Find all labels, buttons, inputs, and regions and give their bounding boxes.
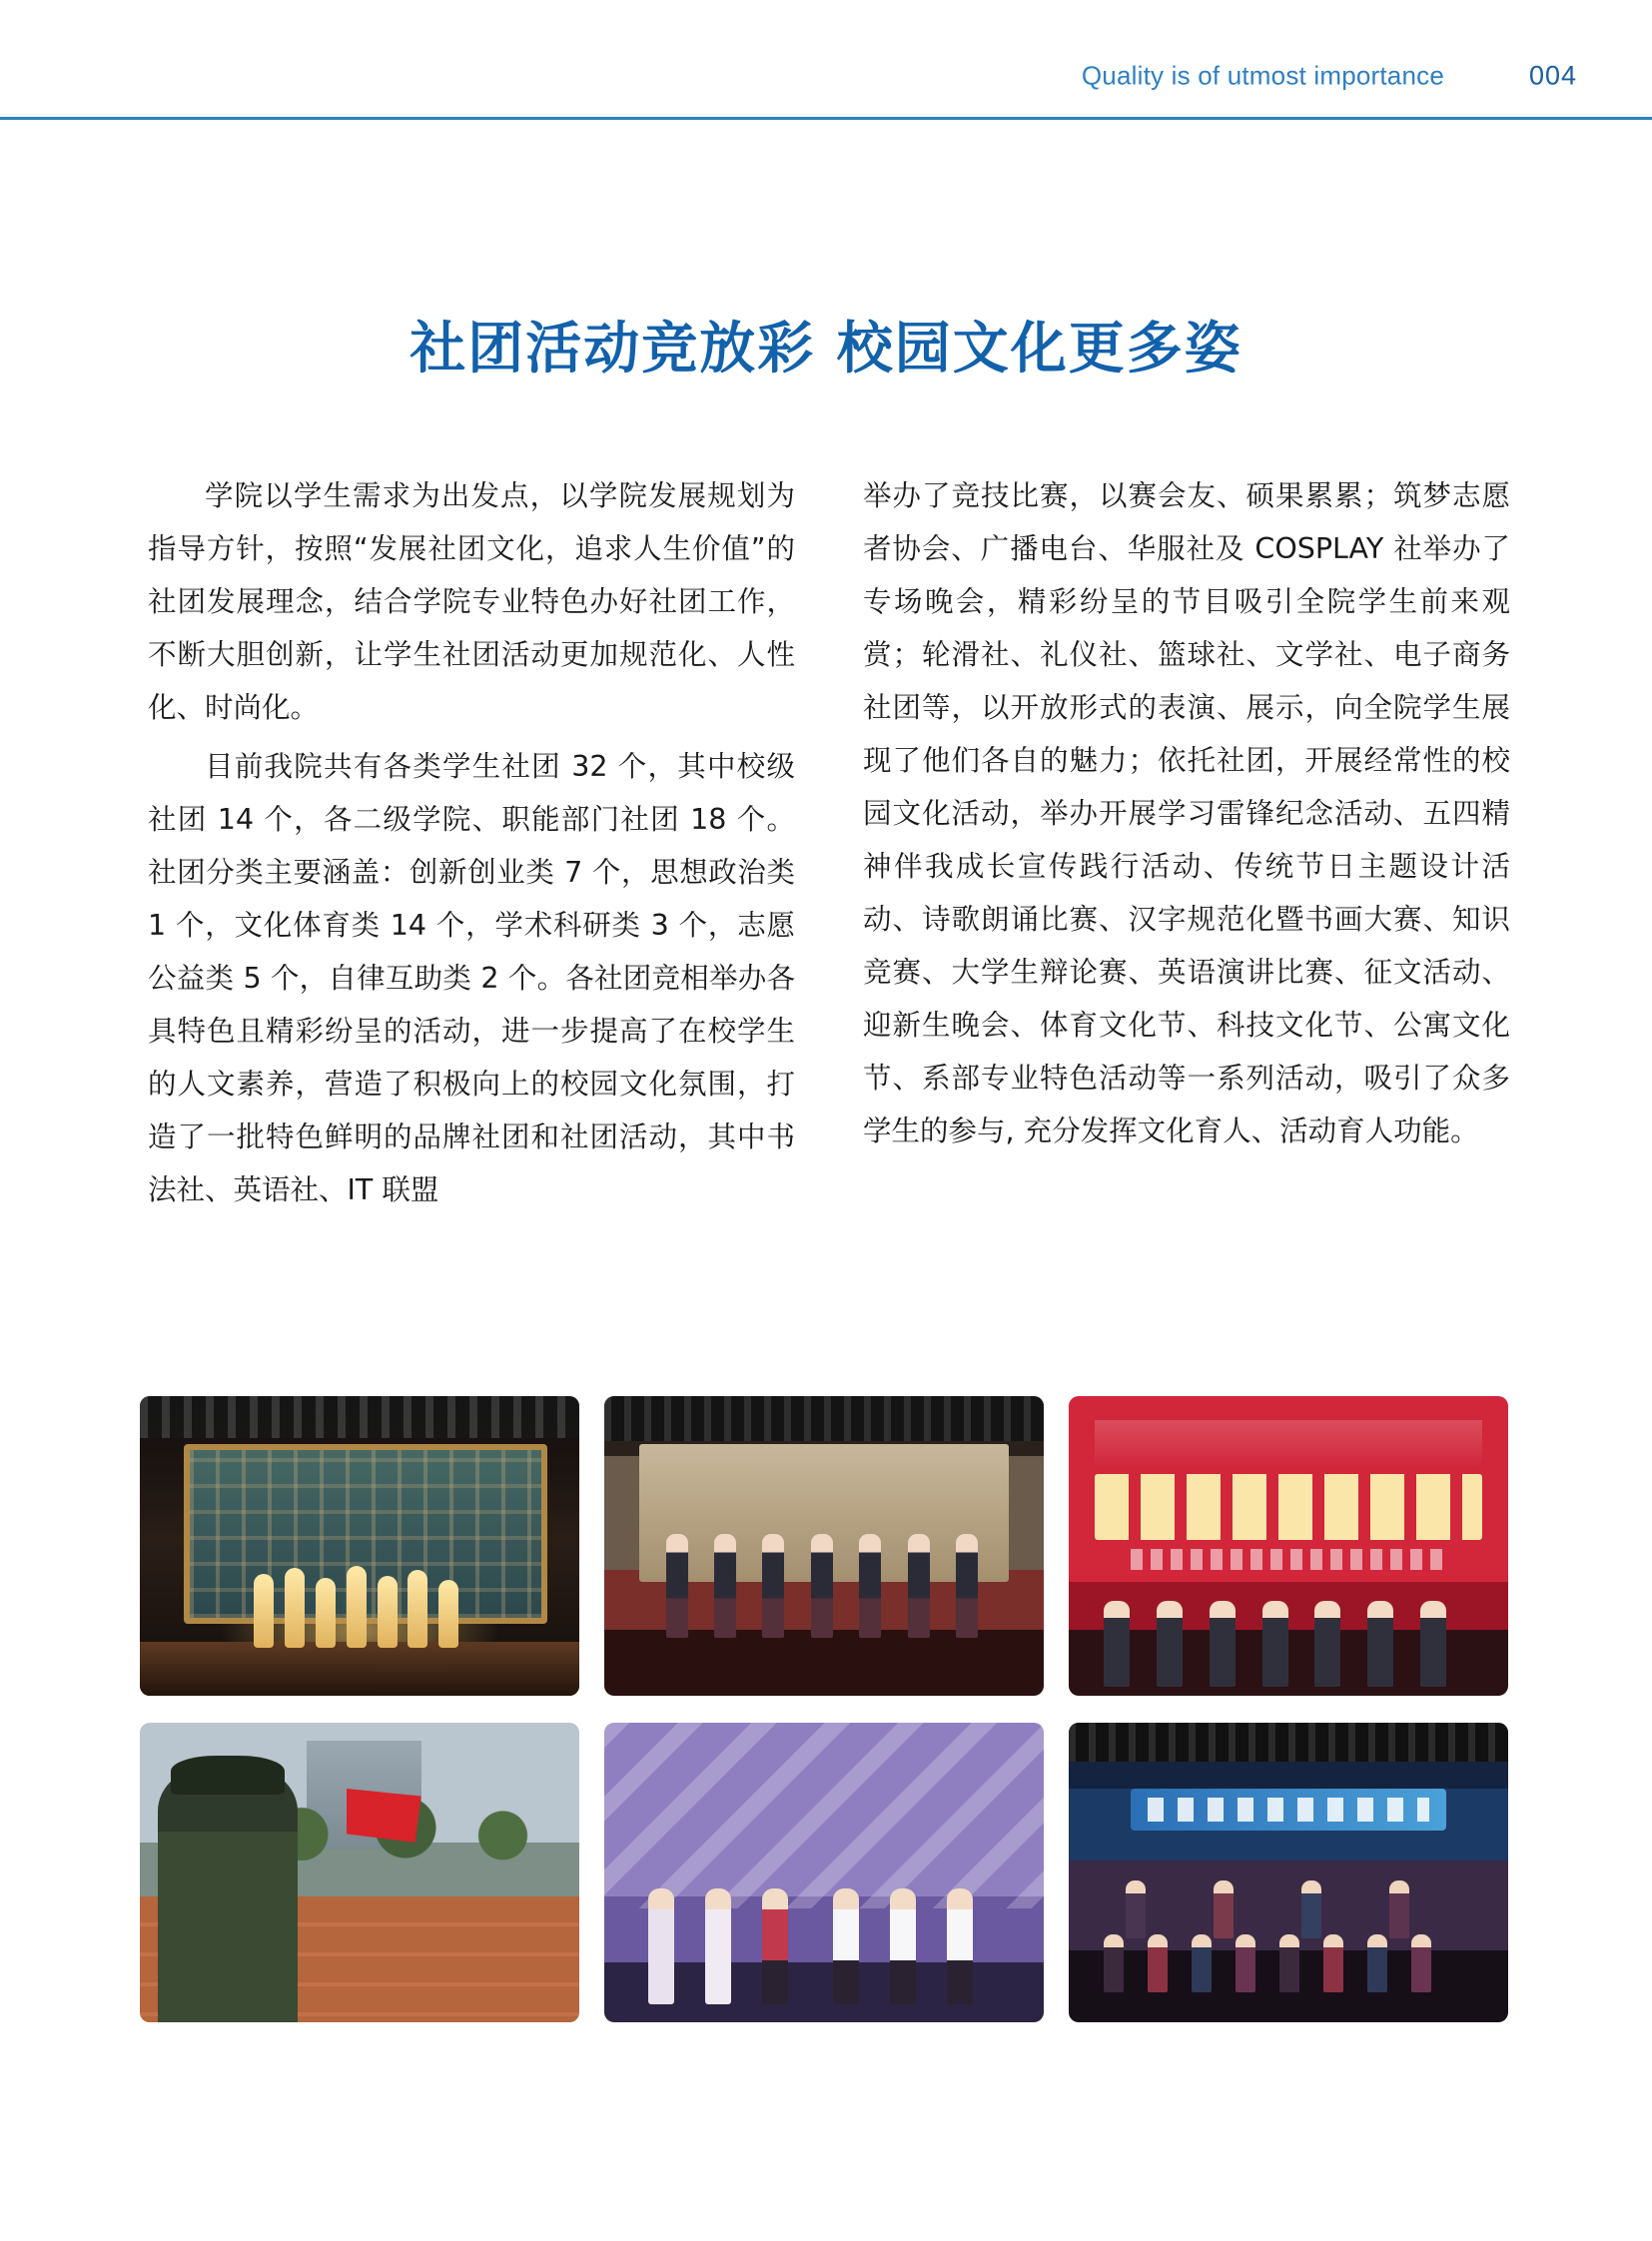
performer-figure [316, 1578, 336, 1648]
photo-caption [604, 1695, 605, 1696]
participant-figure [1157, 1601, 1183, 1687]
banner-headline-decor [1095, 1420, 1481, 1468]
photo-group-celebration [1069, 1723, 1508, 2022]
performer-figure [833, 1888, 859, 2004]
performer-figure [666, 1534, 688, 1638]
stage-floor-decor [140, 1642, 579, 1696]
photo-red-banner-event [1069, 1396, 1508, 1696]
performer-figure [762, 1888, 788, 2004]
paragraph: 目前我院共有各类学生社团 32 个，其中校级社团 14 个，各二级学院、职能部门社团 18 个。社团分类主要涵盖：创新创业类 7 个，思想政治类 1 个，文化体育类 14 个，学术科研类 3 个，志愿公益类 5 个，自律互助类 2 个。各社团竞相举办各具特色且精彩纷呈的活动，进一步提高了在校学生的人文素养，营造了积极向上的校园文化氛围，打造了一批特色鲜明的品牌社团和社团活动，其中书法社、英语社、IT 联盟 [148, 750, 795, 1206]
participant-figure [1323, 1934, 1343, 1992]
performer-figure [285, 1568, 305, 1648]
performer-figure [408, 1570, 427, 1648]
chevron-backdrop-decor [604, 1723, 1044, 1908]
banner-title-decor [1095, 1474, 1481, 1540]
participant-figure [1411, 1934, 1431, 1992]
performer-figure [254, 1574, 274, 1648]
photo-gallery [140, 1396, 1518, 2022]
performer-figure [438, 1580, 458, 1648]
photo-caption [1069, 2021, 1070, 2022]
red-flag-decor [347, 1789, 421, 1843]
photo-caption [140, 2021, 141, 2022]
photo-military-training [140, 1723, 579, 2022]
photo-caption [1069, 1695, 1070, 1696]
participant-figure [1148, 1934, 1168, 1992]
participant-figure [1214, 1880, 1234, 1938]
page-header [0, 0, 1652, 122]
text-column-left [148, 469, 795, 1222]
performer-figure [811, 1534, 833, 1638]
participant-figure [1126, 1880, 1146, 1938]
text-column-right [863, 469, 1510, 1222]
header-divider [0, 117, 1652, 120]
participant-figure [1420, 1601, 1446, 1687]
performer-figure [859, 1534, 881, 1638]
photo-choir-stage [604, 1396, 1044, 1696]
paragraph: 学院以学生需求为出发点，以学院发展规划为指导方针，按照“发展社团文化，追求人生价值”的社团发展理念，结合学院专业特色办好社团工作，不断大胆创新，让学生社团活动更加规范化、人性化、时尚化。 [148, 479, 795, 724]
performer-figure [956, 1534, 978, 1638]
performer-figure [714, 1534, 736, 1638]
stage-truss-decor [140, 1396, 579, 1438]
running-head: Quality is of utmost importance [1081, 60, 1444, 91]
military-cap-decor [171, 1756, 285, 1795]
page-number: 004 [1528, 60, 1577, 91]
performer-figure [378, 1576, 398, 1648]
participant-figure [1301, 1880, 1321, 1938]
participant-figure [1314, 1601, 1340, 1687]
stage-truss-decor [1069, 1723, 1508, 1762]
performer-figure [908, 1534, 930, 1638]
participant-figure [1279, 1934, 1299, 1992]
paragraph: 举办了竞技比赛，以赛会友、硕果累累；筑梦志愿者协会、广播电台、华服社及 COSPLAY 社举办了专场晚会，精彩纷呈的节目吸引全院学生前来观赏；轮滑社、礼仪社、篮球社、文学社、电子商务社团等，以开放形式的表演、展示，向全院学生展现了他们各自的魅力；依托社团，开展经常性的校园文化活动，举办开展学习雷锋纪念活动、五四精神伴我成长宣传践行活动、传统节日主题设计活动、诗歌朗诵比赛、汉字规范化暨书画大赛、知识竞赛、大学生辩论赛、英语演讲比赛、征文活动、迎新生晚会、体育文化节、科技文化节、公寓文化节、系部专业特色活动等一系列活动，吸引了众多学生的参与, 充分发挥文化育人、活动育人功能。 [863, 479, 1510, 1147]
photo-caption [140, 1695, 141, 1696]
photo-purple-stage [604, 1723, 1044, 2022]
participant-figure [1104, 1601, 1130, 1687]
participant-figure [1367, 1934, 1387, 1992]
participant-figure [1367, 1601, 1393, 1687]
stage-truss-decor [604, 1396, 1044, 1441]
performer-figure [347, 1566, 367, 1648]
soldier-figure [158, 1765, 299, 2022]
participant-figure [1192, 1934, 1212, 1992]
article-body [148, 469, 1511, 1222]
performer-figure [705, 1888, 731, 2004]
performer-figure [890, 1888, 916, 2004]
banner-text-decor [1148, 1798, 1429, 1822]
performer-figure [762, 1534, 784, 1638]
photo-caption [604, 2021, 605, 2022]
photo-stage-dance [140, 1396, 579, 1696]
performer-figure [947, 1888, 973, 2004]
banner-subtitle-decor [1131, 1549, 1447, 1570]
participant-figure [1389, 1880, 1409, 1938]
participant-figure [1262, 1601, 1288, 1687]
page-title: 社团活动竞放彩 校园文化更多姿 [410, 317, 1242, 381]
participant-figure [1210, 1601, 1236, 1687]
performer-figure [648, 1888, 674, 2004]
participant-figure [1236, 1934, 1255, 1992]
participant-figure [1104, 1934, 1124, 1992]
